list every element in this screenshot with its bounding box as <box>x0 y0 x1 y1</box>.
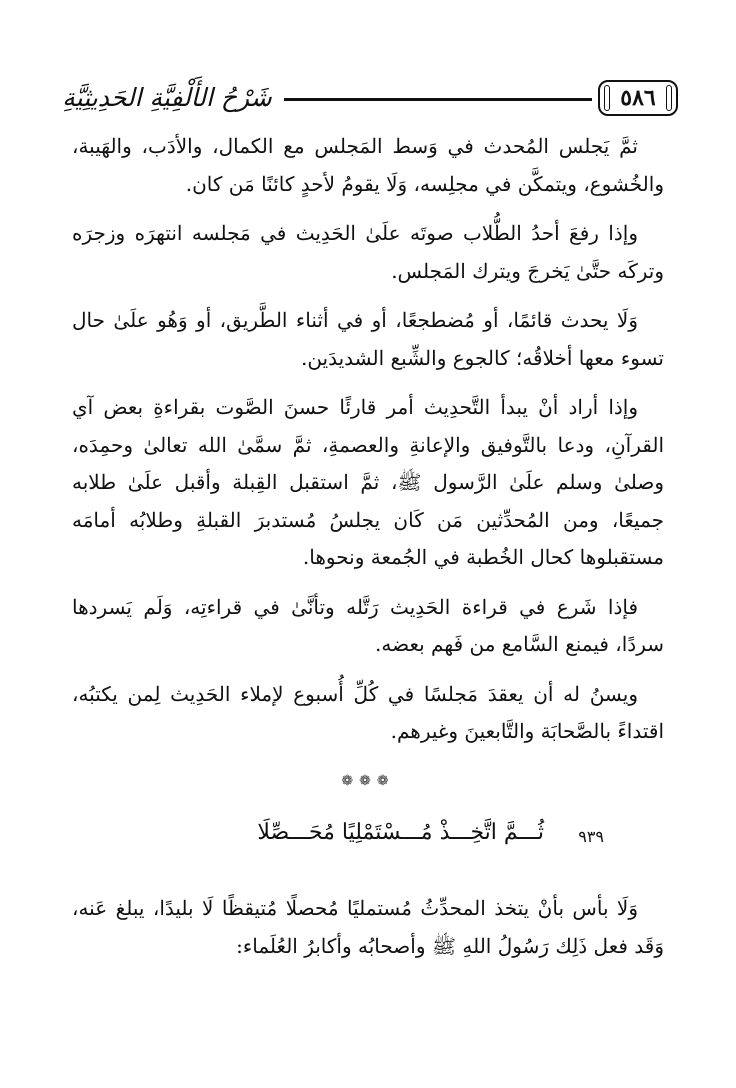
verse-text: ثُـــمَّ اتَّخِـــذْ مُـــسْتَمْلِيًا مُحَـــصِّلَا <box>257 820 544 845</box>
paragraph-3: وَلَا يحدث قائمًا، أو مُضطجعًا، أو في أثناء الطَّريق، أو وَهُو علَىٰ حال تسوء معها أخلاقُه؛ كالجوع والشِّبع الشديدَين. <box>72 308 664 370</box>
verse-line <box>72 814 664 866</box>
page-body <box>72 128 664 965</box>
paragraph-4: وإذا أراد أنْ يبدأ التَّحدِيث أمر قارئًا حسنَ الصَّوت بقراءةِ بعض آي القرآنِ، ودعا بالتَّوفيق والإعانةِ والعصمةِ، ثمَّ سمَّىٰ الله تعالىٰ وحمِدَه، وصلىٰ وسلم علَىٰ الرَّسول ﷺ، ثمَّ استقبل القِبلة وأقبل علَىٰ طلابه جميعًا، ومن المُحدِّثين مَن كَان يجلسُ مُستدبرَ القبلةِ وطلابُه أمامَه مستقبلوها كحال الخُطبة في الجُمعة ونحوها. <box>72 395 664 569</box>
header-rule <box>284 98 592 101</box>
section-ornament: ❁❁❁ <box>341 772 395 789</box>
paragraph-1: ثمَّ يَجلس المُحدث في وَسط المَجلس مع الكمال، والأدَب، والهَيبة، والخُشوع، ويتمكَّن في مجلِسه، وَلَا يقومُ لأحدٍ كائنًا مَن كان. <box>72 134 664 196</box>
paragraph-2: وإذا رفعَ أحدُ الطُّلاب صوتَه علَىٰ الحَدِيث في مَجلسه انتهرَه وزجرَه وتركَه حتَّىٰ يَخرجَ ويترك المَجلس. <box>72 221 664 283</box>
page-header <box>56 76 678 124</box>
commentary-paragraph: وَلَا بأس بأنْ يتخذ المحدِّثُ مُستمليًا مُحصلًا مُتيقظًا لَا بليدًا، يبلغ عَنه، وَقَد فعل ذَلِك رَسُولُ اللهِ ﷺ وأصحابُه وأكابرُ العُلَماء: <box>72 896 664 958</box>
verse-number: ٩٣٩ <box>578 827 604 846</box>
page-number: ٥٨٦ <box>598 80 678 116</box>
paragraph-6: ويسنُ له أن يعقدَ مَجلسًا في كُلِّ أُسبوع لإملاء الحَدِيث لِمن يكتبُه، اقتداءً بالصَّحابَة والتَّابعينَ وغيرهم. <box>72 681 664 743</box>
running-title: شَرْحُ الأَلْفِيَّةِ الحَدِيثِيَّةِ <box>62 83 272 112</box>
paragraph-5: فإذا شَرع في قراءة الحَدِيث رَتَّله وتأنَّىٰ في قراءتِه، وَلَم يَسردها سردًا، فيمنع السَّامع من فَهم بعضه. <box>72 594 664 656</box>
